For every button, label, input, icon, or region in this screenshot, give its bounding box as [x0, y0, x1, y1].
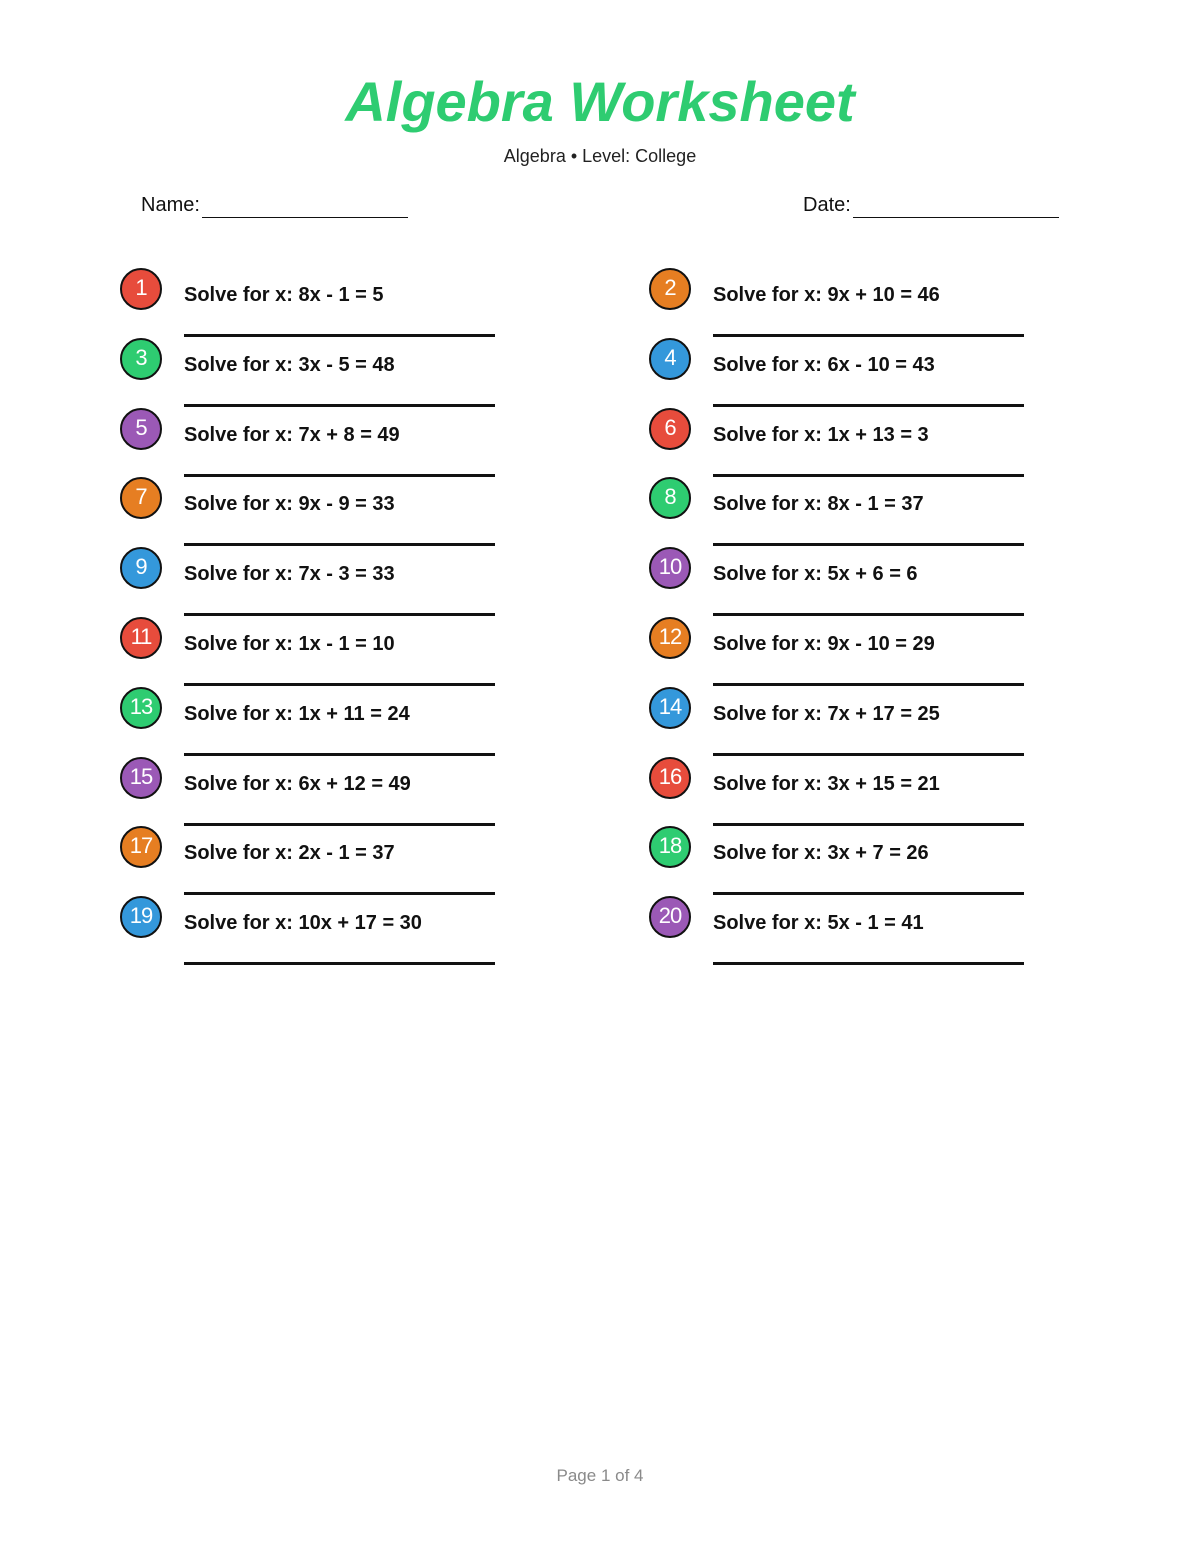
- problem-number-badge: 2: [649, 268, 691, 310]
- worksheet-title: Algebra Worksheet: [345, 70, 855, 133]
- problem-question: Solve for x: 7x + 17 = 25: [713, 702, 940, 725]
- problem-item: [120, 896, 540, 966]
- problem-item: [120, 826, 540, 896]
- problem-number-badge: 12: [649, 617, 691, 659]
- answer-line[interactable]: [713, 613, 1024, 616]
- answer-line[interactable]: [713, 543, 1024, 546]
- problem-number-badge: 15: [120, 757, 162, 799]
- problem-item: [649, 408, 1069, 478]
- problem-question: Solve for x: 2x - 1 = 37: [184, 842, 395, 865]
- problem-item: [120, 477, 540, 547]
- problem-question: Solve for x: 7x + 8 = 49: [184, 423, 400, 446]
- answer-line[interactable]: [713, 753, 1024, 756]
- problem-number-badge: 6: [649, 408, 691, 450]
- problem-item: [649, 338, 1069, 408]
- problem-number-badge: 20: [649, 896, 691, 938]
- answer-line[interactable]: [184, 613, 495, 616]
- problem-question: Solve for x: 5x - 1 = 41: [713, 912, 924, 935]
- problem-question: Solve for x: 10x + 17 = 30: [184, 912, 422, 935]
- problem-number-badge: 18: [649, 826, 691, 868]
- answer-line[interactable]: [184, 683, 495, 686]
- problem-question: Solve for x: 1x + 13 = 3: [713, 423, 929, 446]
- answer-line[interactable]: [184, 543, 495, 546]
- problem-item: [649, 826, 1069, 896]
- problem-number-badge: 10: [649, 547, 691, 589]
- problem-item: [649, 757, 1069, 827]
- problem-item: [649, 617, 1069, 687]
- problem-number-badge: 13: [120, 687, 162, 729]
- problem-question: Solve for x: 8x - 1 = 37: [713, 493, 924, 516]
- answer-line[interactable]: [184, 892, 495, 895]
- problem-question: Solve for x: 3x - 5 = 48: [184, 353, 395, 376]
- problem-item: [649, 687, 1069, 757]
- answer-line[interactable]: [184, 823, 495, 826]
- problem-item: [120, 338, 540, 408]
- problem-item: [120, 268, 540, 338]
- problem-number-badge: 7: [120, 477, 162, 519]
- problem-question: Solve for x: 3x + 15 = 21: [713, 772, 940, 795]
- problem-number-badge: 1: [120, 268, 162, 310]
- answer-line[interactable]: [713, 404, 1024, 407]
- problem-question: Solve for x: 3x + 7 = 26: [713, 842, 929, 865]
- problem-number-badge: 4: [649, 338, 691, 380]
- problem-item: [649, 547, 1069, 617]
- answer-line[interactable]: [713, 683, 1024, 686]
- problem-question: Solve for x: 8x - 1 = 5: [184, 284, 384, 306]
- answer-line[interactable]: [713, 892, 1024, 895]
- problem-question: Solve for x: 1x - 1 = 10: [184, 633, 395, 655]
- problem-question: Solve for x: 6x - 10 = 43: [713, 353, 935, 376]
- problem-number-badge: 5: [120, 408, 162, 450]
- date-label: Date:: [803, 194, 851, 216]
- page-number: Page 1 of 4: [556, 1466, 644, 1485]
- problem-item: [120, 617, 540, 687]
- problem-number-badge: 9: [120, 547, 162, 589]
- answer-line[interactable]: [713, 334, 1024, 337]
- answer-line[interactable]: [713, 474, 1024, 477]
- problem-number-badge: 3: [120, 338, 162, 380]
- problem-question: Solve for x: 9x - 10 = 29: [713, 633, 935, 655]
- problem-item: [120, 687, 540, 757]
- problem-question: Solve for x: 1x + 11 = 24: [184, 702, 410, 725]
- problem-question: Solve for x: 9x + 10 = 46: [713, 284, 940, 306]
- answer-line[interactable]: [184, 753, 495, 756]
- name-label: Name:: [141, 194, 200, 216]
- answer-line[interactable]: [713, 962, 1024, 965]
- answer-line[interactable]: [184, 404, 495, 407]
- answer-line[interactable]: [713, 823, 1024, 826]
- problem-item: [649, 477, 1069, 547]
- problem-number-badge: 17: [120, 826, 162, 868]
- problem-number-badge: 8: [649, 477, 691, 519]
- problem-question: Solve for x: 6x + 12 = 49: [184, 772, 411, 795]
- problem-question: Solve for x: 7x - 3 = 33: [184, 563, 395, 586]
- problem-item: [649, 896, 1069, 966]
- problem-number-badge: 16: [649, 757, 691, 799]
- problem-number-badge: 11: [120, 617, 162, 659]
- problem-question: Solve for x: 5x + 6 = 6: [713, 563, 918, 586]
- problem-number-badge: 14: [649, 687, 691, 729]
- worksheet-subtitle: Algebra • Level: College: [503, 146, 697, 166]
- answer-line[interactable]: [184, 334, 495, 337]
- problem-question: Solve for x: 9x - 9 = 33: [184, 493, 395, 516]
- answer-line[interactable]: [184, 474, 495, 477]
- answer-line[interactable]: [184, 962, 495, 965]
- problem-item: [649, 268, 1069, 338]
- problem-item: [120, 408, 540, 478]
- problem-item: [120, 547, 540, 617]
- problem-number-badge: 19: [120, 896, 162, 938]
- problem-item: [120, 757, 540, 827]
